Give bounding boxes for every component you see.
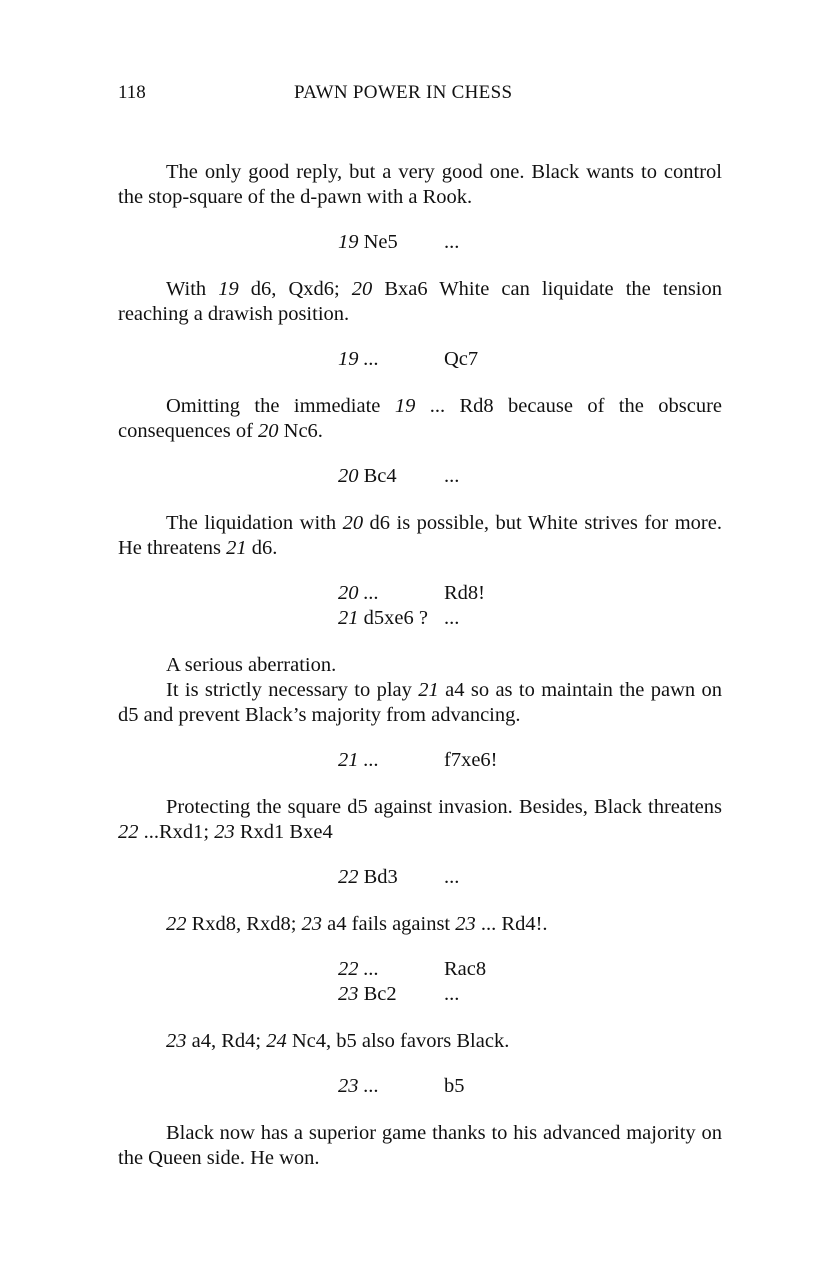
move-number: 22 (338, 958, 359, 980)
paragraph: Omitting the immediate 19 ... Rd8 because of the obscure consequences of 20 Nc6. (118, 395, 723, 442)
black-move: ... (444, 607, 460, 629)
move-line (118, 982, 722, 1007)
move-number: 20 (338, 465, 359, 487)
paragraph: It is strictly necessary to play 21 a4 so as to maintain the pawn on d5 and prevent Black’s majority from advancing. (118, 679, 722, 726)
black-move: Rac8 (444, 958, 487, 980)
white-move: ... (363, 958, 379, 980)
move-number: 23 (338, 1075, 359, 1097)
paragraph: Black now has a superior game thanks to his advanced majority on the Queen side. He won. (118, 1122, 722, 1169)
paragraph: With 19 d6, Qxd6; 20 Bxa6 White can liquidate the tension reaching a drawish position. (118, 278, 723, 325)
paragraph: 23 a4, Rd4; 24 Nc4, b5 also favors Black. (166, 1030, 510, 1052)
move-line (118, 1074, 722, 1099)
move-number: 22 (338, 866, 359, 888)
move-line (118, 748, 722, 773)
white-move: d5xe6 ? (363, 607, 428, 629)
running-title: PAWN POWER IN CHESS (294, 82, 513, 103)
move-number: 21 (338, 607, 359, 629)
move-number: 19 (338, 348, 359, 370)
move-line (118, 581, 722, 606)
white-move: Bc2 (363, 983, 397, 1005)
move-number: 20 (338, 582, 359, 604)
black-move: ... (444, 231, 460, 253)
paragraph: The only good reply, but a very good one. Black wants to control the stop-square of the d-pawn with a Rook. (118, 161, 722, 208)
white-move: ... (363, 1075, 379, 1097)
white-move: ... (363, 749, 379, 771)
move-number: 23 (338, 983, 359, 1005)
page-number: 118 (118, 82, 146, 103)
move-line (118, 464, 722, 489)
move-line (118, 606, 722, 631)
paragraph: A serious aberration. (166, 654, 337, 676)
paragraph: Protecting the square d5 against invasion. Besides, Black threatens 22 ...Rxd1; 23 Rxd1 Bxe4 (118, 796, 722, 843)
move-line (118, 347, 722, 372)
white-move: Bc4 (363, 465, 397, 487)
paragraph: The liquidation with 20 d6 is possible, but White strives for more. He threatens 21 d6. (118, 512, 722, 559)
black-move: ... (444, 983, 460, 1005)
white-move: Ne5 (363, 231, 398, 253)
paragraph: 22 Rxd8, Rxd8; 23 a4 fails against 23 ... Rd4!. (166, 913, 548, 935)
move-line (118, 957, 722, 982)
move-number: 19 (338, 231, 359, 253)
white-move: ... (363, 582, 379, 604)
move-line (118, 230, 722, 255)
black-move: ... (444, 866, 460, 888)
black-move: b5 (444, 1075, 465, 1097)
black-move: ... (444, 465, 460, 487)
black-move: Qc7 (444, 348, 479, 370)
white-move: Bd3 (363, 866, 398, 888)
white-move: ... (363, 348, 379, 370)
move-line (118, 865, 722, 890)
black-move: Rd8! (444, 582, 485, 604)
page-body (118, 160, 722, 1171)
move-number: 21 (338, 749, 359, 771)
black-move: f7xe6! (444, 749, 498, 771)
